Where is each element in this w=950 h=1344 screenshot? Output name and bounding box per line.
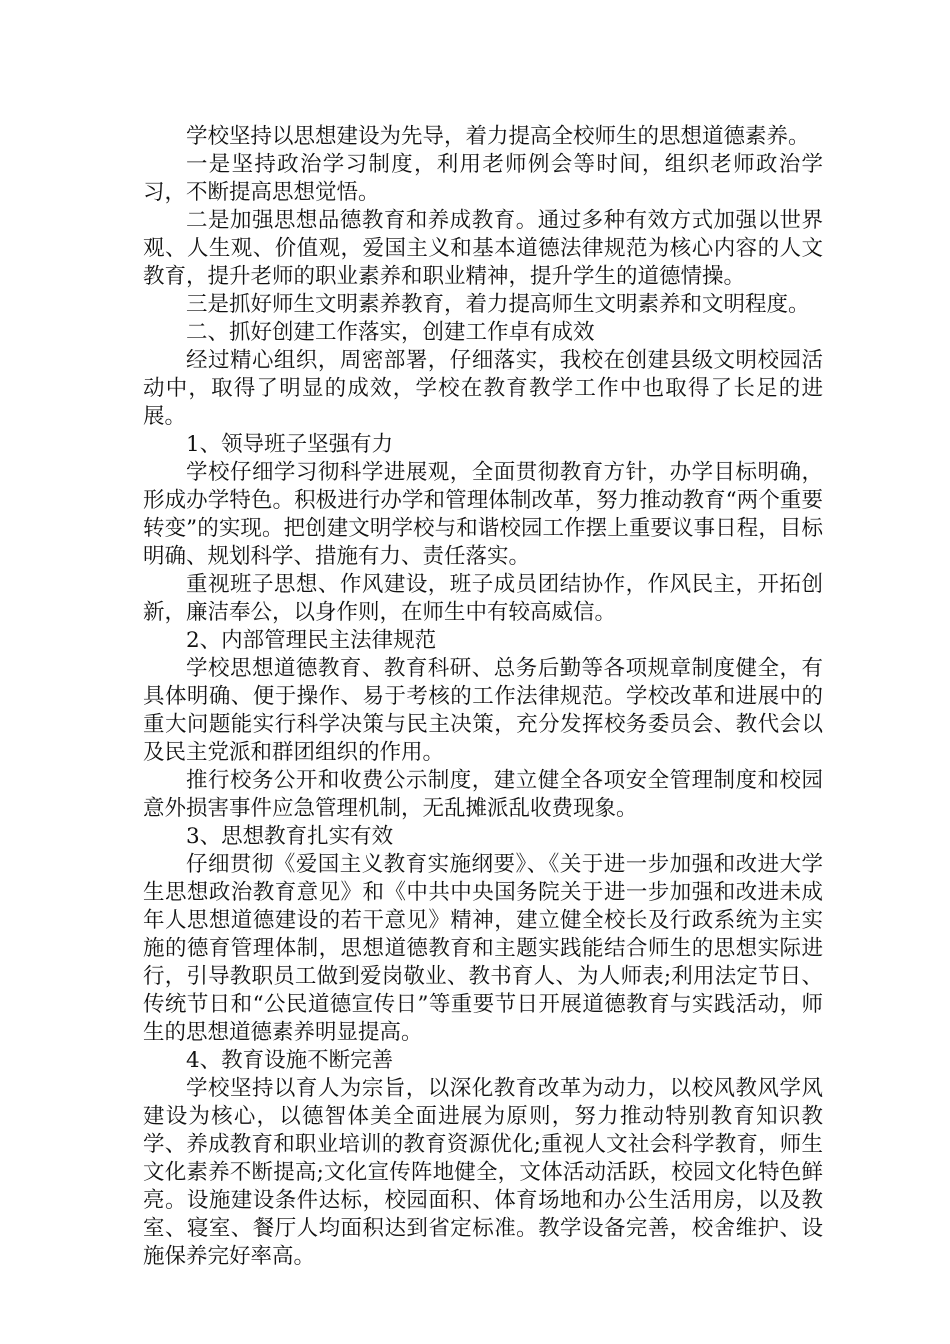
- paragraph: 一是坚持政治学习制度，利用老师例会等时间，组织老师政治学习，不断提高思想觉悟。: [143, 152, 823, 205]
- paragraph: 经过精心组织，周密部署，仔细落实，我校在创建县级文明校园活动中，取得了明显的成效，学校在教育教学工作中也取得了长足的进展。: [143, 348, 823, 429]
- section-heading: 二、抓好创建工作落实，创建工作卓有成效: [186, 320, 595, 345]
- paragraph: 学校坚持以育人为宗旨，以深化教育改革为动力，以校风教风学风建设为核心，以德智体美全面进展为原则，努力推动特别教育知识教学、养成教育和职业培训的教育资源优化;重视人文社会科学教育，师生文化素养不断提高;文化宣传阵地健全，文体活动活跃，校园文化特色鲜亮。设施建设条件达标，校园面积、体育场地和办公生活用房，以及教室、寝室、餐厅人均面积达到省定标准。教学设备完善，校舍维护、设施保养完好率高。: [143, 1076, 823, 1269]
- subsection-heading: 2、内部管理民主法律规范: [186, 628, 437, 653]
- paragraph: 三是抓好师生文明素养教育，着力提高师生文明素养和文明程度。: [186, 292, 810, 317]
- paragraph: 推行校务公开和收费公示制度，建立健全各项安全管理制度和校园意外损害事件应急管理机制，无乱摊派乱收费现象。: [143, 768, 823, 821]
- paragraph: 学校仔细学习彻科学进展观，全面贯彻教育方针，办学目标明确，形成办学特色。积极进行办学和管理体制改革，努力推动教育“两个重要转变”的实现。把创建文明学校与和谐校园工作摆上重要议事日程，目标明确、规划科学、措施有力、责任落实。: [143, 460, 823, 569]
- paragraph: 重视班子思想、作风建设，班子成员团结协作，作风民主，开拓创新，廉洁奉公，以身作则，在师生中有较高威信。: [143, 572, 823, 625]
- subsection-heading: 3、思想教育扎实有效: [186, 824, 394, 849]
- subsection-heading: 1、领导班子坚强有力: [186, 432, 394, 457]
- paragraph: 仔细贯彻《爱国主义教育实施纲要》、《关于进一步加强和改进大学生思想政治教育意见》和《中共中央国务院关于进一步加强和改进未成年人思想道德建设的若干意见》精神，建立健全校长及行政系统为主实施的德育管理体制，思想道德教育和主题实践能结合师生的思想实际进行，引导教职员工做到爱岗敬业、教书育人、为人师表;利用法定节日、传统节日和“公民道德宣传日”等重要节日开展道德教育与实践活动，师生的思想道德素养明显提高。: [143, 852, 823, 1045]
- paragraph: 学校思想道德教育、教育科研、总务后勤等各项规章制度健全，有具体明确、便于操作、易于考核的工作法律规范。学校改革和进展中的重大问题能实行科学决策与民主决策，充分发挥校务委员会、教代会以及民主党派和群团组织的作用。: [143, 656, 823, 765]
- paragraph: 二是加强思想品德教育和养成教育。通过多种有效方式加强以世界观、人生观、价值观，爱国主义和基本道德法律规范为核心内容的人文教育，提升老师的职业素养和职业精神，提升学生的道德情操。: [143, 208, 823, 289]
- document-body: [143, 123, 823, 1271]
- subsection-heading: 4、教育设施不断完善: [186, 1048, 394, 1073]
- paragraph: 学校坚持以思想建设为先导，着力提高全校师生的思想道德素养。: [186, 124, 810, 149]
